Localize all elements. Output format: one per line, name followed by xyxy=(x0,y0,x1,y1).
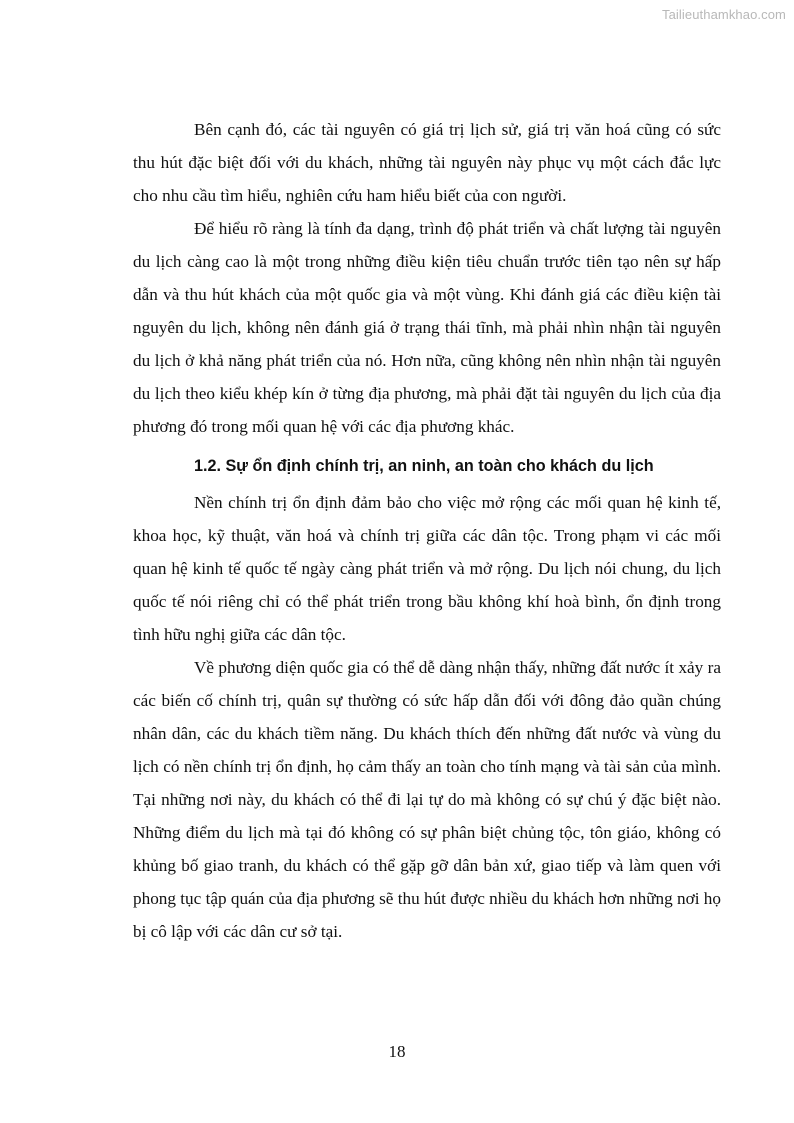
paragraph-national-perspective: Về phương diện quốc gia có thể dễ dàng nhận thấy, những đất nước ít xảy ra các biến cố chính trị, quân sự thường có sức hấp dẫn đối với đông đảo quần chúng nhân dân, các du khách tiềm năng. Du khách thích đến những đất nước và vùng du lịch có nền chính trị ổn định, họ cảm thấy an toàn cho tính mạng và tài sản của mình. Tại những nơi này, du khách có thể đi lại tự do mà không có sự chú ý đặc biệt nào. Những điểm du lịch mà tại đó không có sự phân biệt chủng tộc, tôn giáo, không có khủng bố giao tranh, du khách có thể gặp gỡ dân bản xứ, giao tiếp và làm quen với phong tục tập quán của địa phương sẽ thu hút được nhiều du khách hơn những nơi họ bị cô lập với các dân cư sở tại. xyxy=(133,658,721,941)
paragraph-resource-diversity: Để hiểu rõ ràng là tính đa dạng, trình độ phát triển và chất lượng tài nguyên du lịch càng cao là một trong những điều kiện tiêu chuẩn trước tiên tạo nên sự hấp dẫn và thu hút khách của một quốc gia và một vùng. Khi đánh giá các điều kiện tài nguyên du lịch, không nên đánh giá ở trạng thái tĩnh, mà phải nhìn nhận tài nguyên du lịch ở khả năng phát triển của nó. Hơn nữa, cũng không nên nhìn nhận tài nguyên du lịch theo kiểu khép kín ở từng địa phương, mà phải đặt tài nguyên du lịch của địa phương đó trong mối quan hệ với các địa phương khác. xyxy=(133,219,721,436)
section-heading: 1.2. Sự ổn định chính trị, an ninh, an toàn cho khách du lịch xyxy=(194,457,654,475)
paragraph-political-stability: Nền chính trị ổn định đảm bảo cho việc mở rộng các mối quan hệ kinh tế, khoa học, kỹ thuật, văn hoá và chính trị giữa các dân tộc. Trong phạm vi các mối quan hệ kinh tế quốc tế ngày càng phát triển và mở rộng. Du lịch nói chung, du lịch quốc tế nói riêng chỉ có thể phát triển trong bầu không khí hoà bình, ổn định trong tình hữu nghị giữa các dân tộc. xyxy=(133,493,721,644)
page-number: 18 xyxy=(388,1042,406,1061)
watermark-text: Tailieuthamkhao.com xyxy=(661,7,786,22)
document-body xyxy=(133,113,721,948)
paragraph-cultural-resources: Bên cạnh đó, các tài nguyên có giá trị lịch sử, giá trị văn hoá cũng có sức thu hút đặc biệt đối với du khách, những tài nguyên này phục vụ một cách đắc lực cho nhu cầu tìm hiểu, nghiên cứu ham hiểu biết của con người. xyxy=(133,120,721,205)
